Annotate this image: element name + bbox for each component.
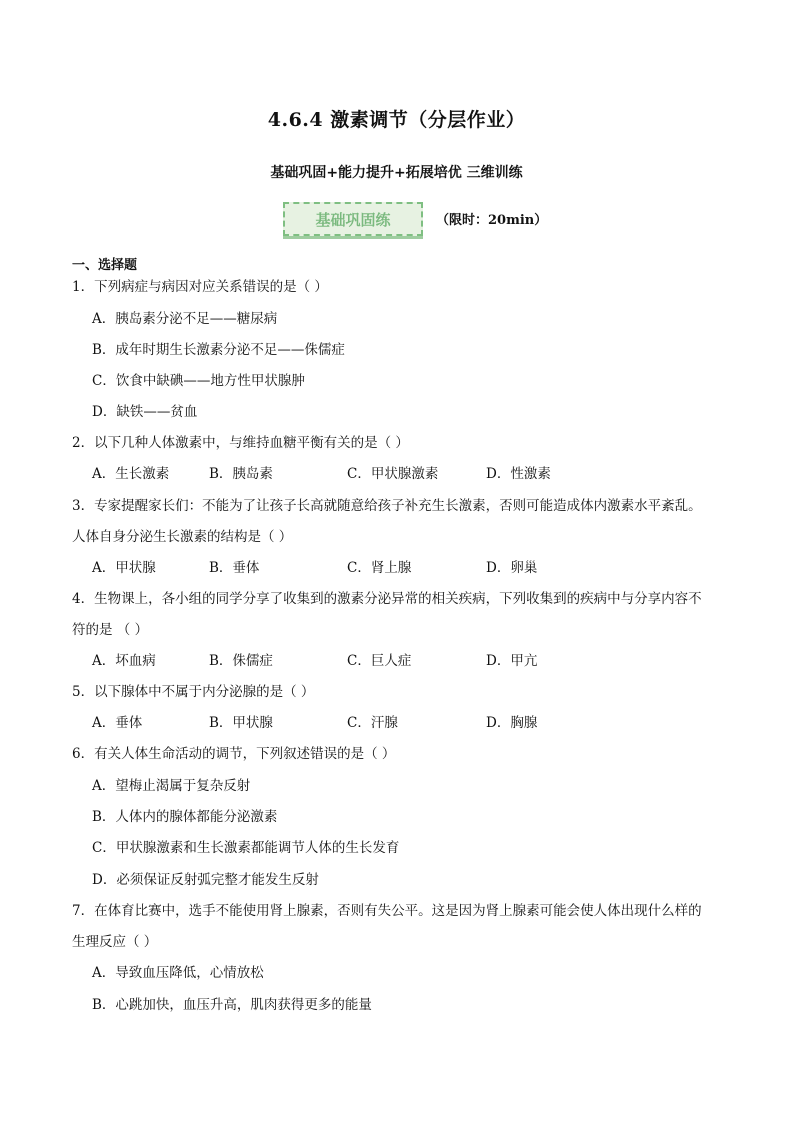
question-4-stem-line-2: 符的是 （ ）: [72, 622, 149, 638]
question-3-option-c: C．肾上腺: [347, 560, 412, 576]
document-title: 4.6.4 激素调节（分层作业）: [267, 109, 526, 131]
question-2-option-c: C．甲状腺激素: [347, 466, 439, 482]
question-5-stem: 5．以下腺体中不属于内分泌腺的是（ ）: [72, 684, 315, 700]
question-7-stem-line-1: 7．在体育比赛中，选手不能使用肾上腺素，否则有失公平。这是因为肾上腺素可能会使人体出现什么样的: [72, 903, 702, 919]
document-subtitle: 基础巩固+能力提升+拓展培优 三维训练: [270, 165, 523, 181]
question-1-option-c: C．饮食中缺碘——地方性甲状腺肿: [92, 373, 305, 389]
question-6-option-c: C．甲状腺激素和生长激素都能调节人体的生长发育: [92, 840, 400, 856]
question-3-stem-line-2: 人体自身分泌生长激素的结构是（ ）: [72, 529, 293, 545]
question-7-option-a: A．导致血压降低，心情放松: [92, 965, 264, 981]
section-heading: 一、选择题: [72, 258, 138, 273]
question-6-option-b: B．人体内的腺体都能分泌激素: [92, 809, 278, 825]
question-5-option-c: C．汗腺: [347, 715, 398, 731]
question-2-stem: 2．以下几种人体激素中，与维持血糖平衡有关的是（ ）: [72, 435, 409, 451]
question-1-option-d: D．缺铁——贫血: [92, 404, 198, 420]
question-1-option-b: B．成年时期生长激素分泌不足——侏儒症: [92, 342, 345, 358]
question-7-stem-line-2: 生理反应（ ）: [72, 934, 158, 950]
question-3-option-a: A．甲状腺: [92, 560, 156, 576]
question-1-stem: 1．下列病症与病因对应关系错误的是（ ）: [72, 279, 328, 295]
question-5-option-d: D．胸腺: [486, 715, 538, 731]
question-6-stem: 6．有关人体生命活动的调节，下列叙述错误的是（ ）: [72, 746, 396, 762]
question-3-option-b: B．垂体: [209, 560, 260, 576]
question-2-option-d: D．性激素: [486, 466, 551, 482]
question-1-option-a: A．胰岛素分泌不足——糖尿病: [92, 311, 278, 327]
question-4-option-d: D．甲亢: [486, 653, 538, 669]
question-4-stem-line-1: 4．生物课上，各小组的同学分享了收集到的激素分泌异常的相关疾病，下列收集到的疾病中与分享内容不: [72, 591, 702, 607]
level-badge-label: 基础巩固练: [283, 202, 423, 236]
question-5-option-a: A．垂体: [92, 715, 143, 731]
question-5-option-b: B．甲状腺: [209, 715, 273, 731]
question-4-option-c: C．巨人症: [347, 653, 412, 669]
question-7-option-b: B．心跳加快，血压升高，肌肉获得更多的能量: [92, 997, 372, 1013]
question-4-option-b: B．侏儒症: [209, 653, 273, 669]
question-3-option-d: D．卵巢: [486, 560, 538, 576]
question-3-stem-line-1: 3．专家提醒家长们：不能为了让孩子长高就随意给孩子补充生长激素，否则可能造成体内激素水平紊乱。: [72, 498, 702, 514]
time-limit: （限时：20min）: [436, 213, 548, 228]
question-2-option-a: A．生长激素: [92, 466, 170, 482]
level-badge: [283, 202, 423, 236]
question-2-option-b: B．胰岛素: [209, 466, 273, 482]
question-6-option-d: D．必须保证反射弧完整才能发生反射: [92, 872, 319, 888]
question-4-option-a: A．坏血病: [92, 653, 156, 669]
question-6-option-a: A．望梅止渴属于复杂反射: [92, 778, 251, 794]
